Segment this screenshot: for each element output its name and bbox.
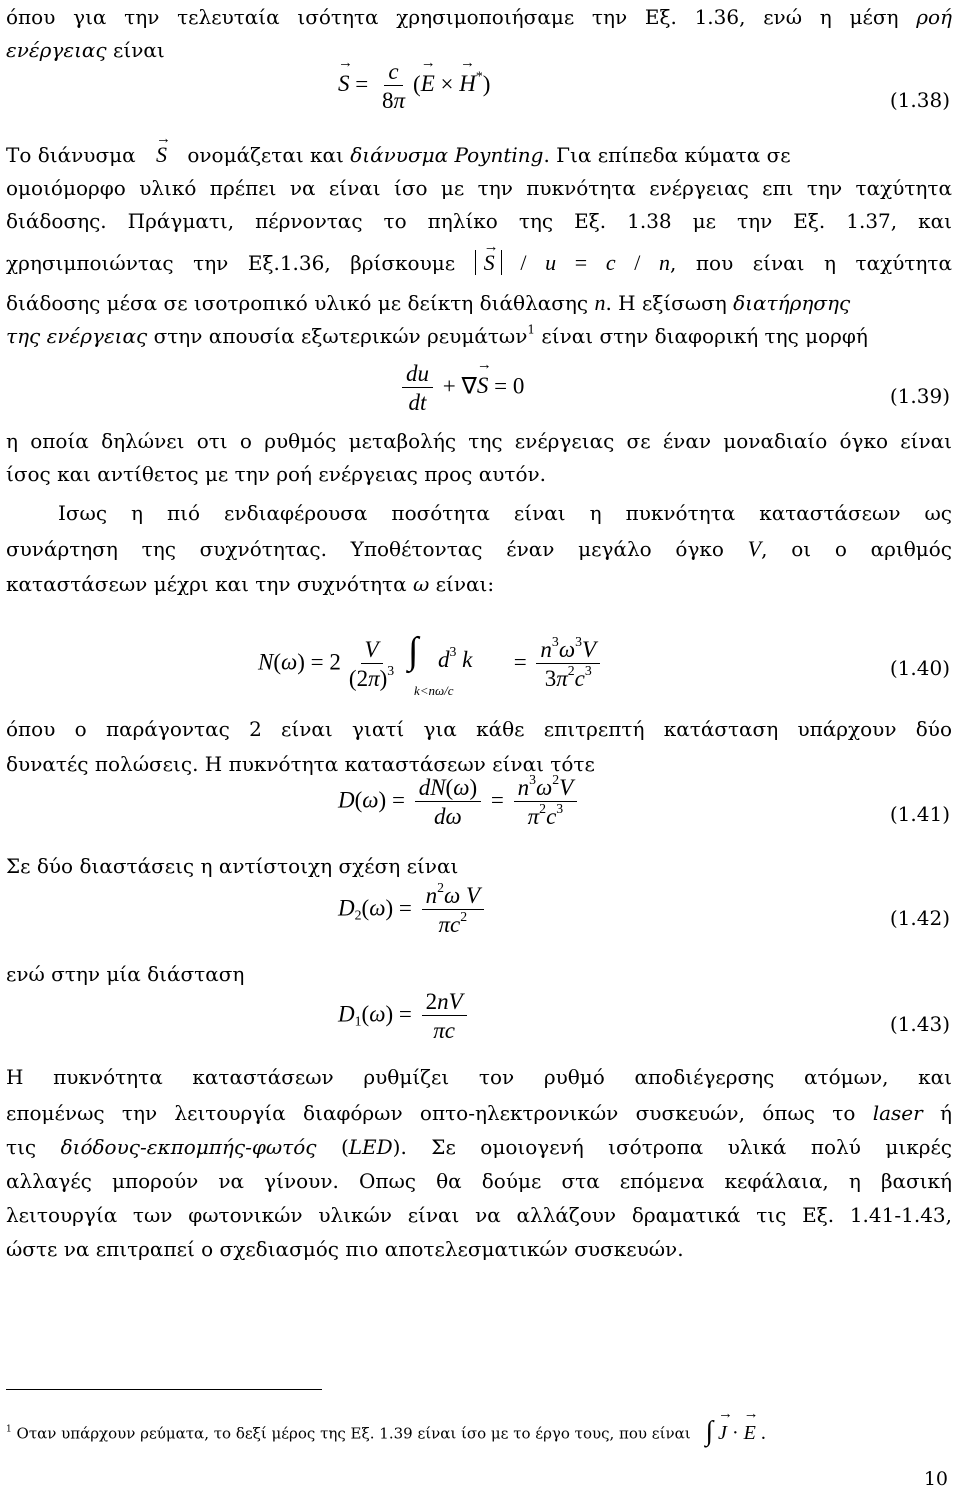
text-line: Σε δύο διαστάσεις η αντίστοιχη σχέση είναι [6, 854, 459, 878]
page-number: 10 [923, 1468, 948, 1490]
footnote-mark: 1 [6, 1424, 12, 1435]
equation-number: (1.39) [889, 384, 950, 408]
equation-1-43: $D_1(\omega)$ = $\frac{2nV}{\pi c}$ [338, 990, 471, 1042]
equation-number: (1.42) [889, 906, 950, 930]
text-line: τις διόδους-εκπομπής-φωτός (LED). Σε ομοιογενή ισότροπα υλικά πολύ μικρές [6, 1135, 953, 1159]
text-line: ενώ στην μία διάσταση [6, 962, 245, 986]
equation-number: (1.41) [889, 802, 950, 826]
equation-number: (1.38) [889, 88, 950, 112]
text-line: ίσος και αντίθετος με την ροή ενέργειας προς αυτόν. [6, 462, 546, 486]
footnote-rule [6, 1389, 322, 1390]
text-line: καταστάσεων μέχρι και την συχνότητα ω είναι: [6, 572, 495, 596]
text-line: Η πυκνότητα καταστάσεων ρυθμίζει τον ρυθμό αποδιέγερσης ατόμων, και [6, 1065, 952, 1089]
equation-1-40: N(ω) = 2 $\frac{V}{(2\pi)^3}$ ∫ $d^3$ k k<nω/c = $\frac{n^3\omega^3V}{3\pi^2c^3}$ [258, 634, 604, 694]
text-line: η οποία δηλώνει οτι ο ρυθμός μεταβολής της ενέργειας σε έναν μοναδιαίο όγκο είναι [6, 429, 952, 453]
footnote-text: Οταν υπάρχουν ρεύματα, το δεξί μέρος της Εξ. 1.39 είναι ίσο με το έργο τους, που είναι [16, 1424, 691, 1443]
equation-number: (1.40) [889, 656, 950, 680]
text-line: όπου για την τελευταία ισότητα χρησιμοποιήσαμε την Εξ. 1.36, ενώ η μέση ροή [6, 5, 953, 29]
text-line: Το διάνυσμα → S ονομάζεται και διάνυσμα Poynting. Για επίπεδα κύματα σε [6, 142, 952, 168]
equation-1-41: D(ω) = $\frac{dN(\omega)}{d\omega}$ = $\frac{n^3\omega^2V}{\pi^2c^3}$ [338, 776, 581, 828]
equation-1-39: $\frac{du}{dt}$ + ∇→ S = 0 [398, 362, 524, 414]
text-line: λειτουργία των φωτονικών υλικών είναι να αλλάζουν δραματικά τις Εξ. 1.41-1.43, [6, 1203, 952, 1227]
text-line: διάδοσης. Πράγματι, πέρνοντας το πηλίκο της Εξ. 1.38 με την Εξ. 1.37, και [6, 209, 952, 233]
text-line: δυνατές πολώσεις. Η πυκνότητα καταστάσεων είναι τότε [6, 752, 595, 776]
text-line: διάδοσης μέσα σε ισοτροπικό υλικό με δείκτη διάθλασης n. Η εξίσωση διατήρησης [6, 290, 851, 315]
text-line: ενέργειας είναι [6, 38, 165, 62]
text-line: ώστε να επιτραπεί ο σχεδιασμός πιο αποτελεσματικών συσκευών. [6, 1237, 684, 1261]
text-line: ομοιόμορφο υλικό πρέπει να είναι ίσο με την πυκνότητα ενέργειας επι την ταχύτητα [6, 176, 952, 200]
footnote: $^1$ Οταν υπάρχουν ρεύματα, το δεξί μέρος της Εξ. 1.39 είναι ίσο με το έργο τους, που είναι ∫ → J · → E . [6, 1418, 766, 1450]
equation-1-38: → S = $\frac{c}{8\pi}$ (→ E × → H*) [338, 60, 490, 112]
text-line: όπου ο παράγοντας 2 είναι γιατί για κάθε επιτρεπτή κατάσταση υπάρχουν δύο [6, 717, 952, 741]
text-line: αλλαγές μπορούν να γίνουν. Οπως θα δούμε στα επόμενα κεφάλαια, η βασική [6, 1169, 952, 1193]
text-line: Ισως η πιό ενδιαφέρουσα ποσότητα είναι η πυκνότητα καταστάσεων ως [58, 501, 952, 525]
text-line: συνάρτηση της συχνότητας. Υποθέτοντας έναν μεγάλο όγκο V, οι ο αριθμός [6, 536, 952, 561]
equation-number: (1.43) [889, 1012, 950, 1036]
equation-1-42: $D_2(\omega)$ = $\frac{n^2\omega V}{\pi c^2}$ [338, 884, 488, 936]
text-line: χρησιμποιώντας την Εξ.1.36, βρίσκουμε → S / u = c / n, που είναι η ταχύτητα [6, 250, 952, 276]
text-line: επομένως την λειτουργία διαφόρων οπτο-ηλεκτρονικών συσκευών, όπως το laser ή [6, 1101, 953, 1125]
footnote-ref[interactable]: 1 [527, 322, 536, 337]
text-line: της ενέργειας στην απουσία εξωτερικών ρευμάτων$^1$ είναι στην διαφορική της μορφή [6, 322, 868, 348]
